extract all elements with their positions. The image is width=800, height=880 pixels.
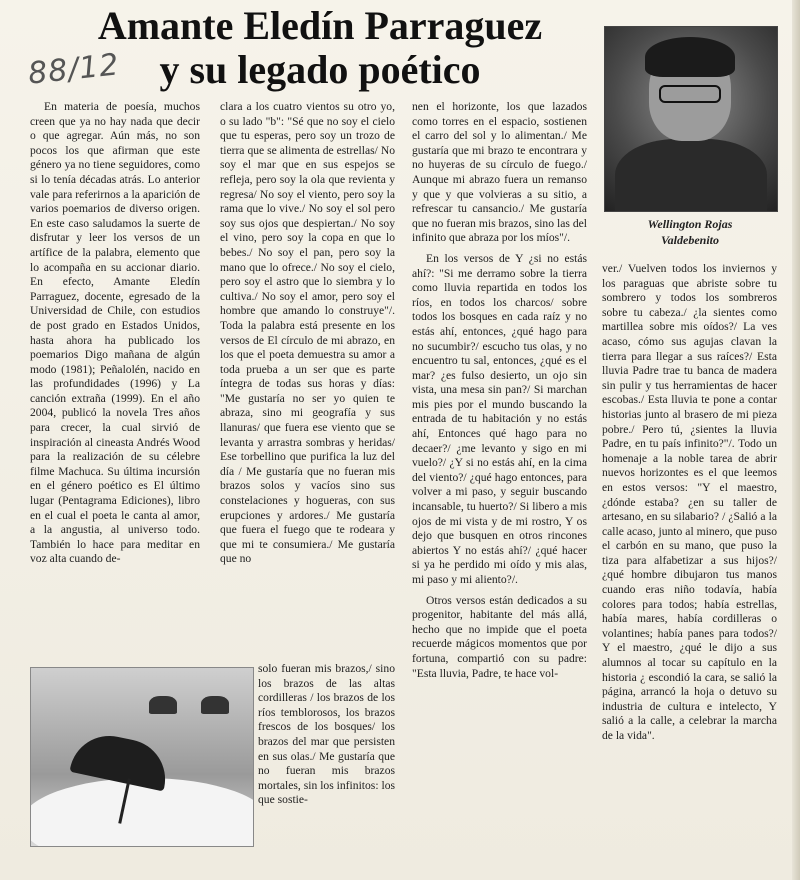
photo-caption [604, 216, 776, 248]
paragraph: ver./ Vuelven todos los inviernos y los paraguas que abriste sobre tu sombrero y todos los sombreros sobre tu cabeza./ ¿la sientes como martillea sobre mis oídos?/ La ves acaso, cómo sus agujas clavan la tierra para llegar a sus raíces?/ Esta lluvia Padre trae tu banca de madera sin pulir y tus herramientas de hacer escobas./ Esta lluvia te pone a contar historias junto al brasero de mi pieza pobre./ Pero tú, ¿sientes la lluvia Padre, en tu país infinito?"/. Todo un homenaje a la noble tarea de abrir nuevos horizontes es el que leemos en estos versos: "Y el maestro, ¿dónde estaba? ¿en su taller de artesano, en su silabario? / ¿Salió a la calle acaso, junto al minero, que puso el carbón en su mano, que puso la tiza para alfabetizar a sus hijos?/ ¿qué hombre dibujaron tus manos cuando eras niño todavía, había colores para todos; había estrellas, había mares, había cordilleras o volantines; había panes para todos?/ Y el maestro, ¿qué le dijo a sus alumnos al tocar su capítulo en la historia ¿ escondió la cara, se salió la página, arrancó la hoja o detuvo su industria de cultura e intelecto, Y salió a la calle, a celebrar la marcha de la vida". [602, 262, 777, 742]
author-portrait-photo [604, 26, 778, 212]
umbrella-illustration [30, 667, 254, 847]
portrait-body [615, 139, 767, 212]
article-title-line-2: y su legado poético [159, 47, 481, 92]
article-column-4 [602, 262, 777, 870]
flying-pot-icon [149, 696, 177, 714]
article-column-2 [220, 100, 395, 660]
paragraph: En materia de poesía, muchos creen que ya no hay nada que decir o que agregar. Aún más, no son pocos los que afirman que este género ya no tiene seguidores, como si lo tenía décadas atrás. Lo anterior vale para referirnos a la aparición de varios poemarios de diverso origen. En este caso saludamos la suerte de disfrutar y leer los versos de un artífice de la palabra, elemento que lo acompaña en su accionar diario. En efecto, Amante Eledín Parraguez, docente, egresado de la Universidad de Chile, con estudios de post grado en Estados Unidos, hasta ahora ha publicado los poemarios Digo mañana de algún modo (1981); Peñalolén, nacido en las profundidades (1996) y La canción extraña (1999). En el año 2004, publicó la novela Tres años para crecer, la cual sirvió de inspiración al cineasta Andrés Wood para la realización de su célebre filme Machuca. Su última incursión en el género poético es El último lugar (Pentagrama Ediciones), libro en el cual el poeta le canta al amor, a la angustia, al universo todo. También lo hace para meditar en voz alta cuando de- [30, 100, 200, 566]
portrait-hair [645, 37, 735, 77]
flying-pot-icon [201, 696, 229, 714]
page-edge [792, 0, 800, 880]
paragraph: nen el horizonte, los que lazados como torres en el espacio, sostienen el carro del sol y lo alimentan./ Me gustaría que mi brazo te encontrara y no huyeras de su círculo de fuego./ Aunque mi abrazo fuera un remanso y que y que volvieras a su sitio, a refrescar tu cansancio./ Me gustaría que no fueran mis brazos, sino las del infinito que abraza por los míos"/. [412, 100, 587, 245]
cloud-shape [30, 778, 254, 847]
article-column-2-continued [258, 662, 395, 877]
paragraph: solo fueran mis brazos,/ sino los brazos de las altas cordilleras / los brazos de los ríos temblorosos, los brazos frescos de los bosques/ los brazos del mar que persisten en sus olas./ Me gustaría que no fueran mis brazos mortales, sin los infinitos: los que sostie- [258, 662, 395, 807]
paragraph: clara a los cuatro vientos su otro yo, o su lado "b": "Sé que no soy el cielo que tu esperas, pero soy un trozo de tierra que se alimenta de estrellas/ No soy el mar que en sus espejos se refleja, pero soy la ola que revienta y regresa/ No soy el viento, pero soy la rama que lo vive./ No soy el sol pero soy sus ojos que despiertan./ No soy el vino, pero soy la copa en que lo bebes./ No soy el pan, pero soy la mano que lo ofrece./ No soy el cielo, pero soy el astro que lo siembra y lo cultiva./ No soy el amor, pero soy el hombre que amando lo construye"/. Toda la palabra está presente en los versos de El círculo de mi abrazo, en los que el poeta demuestra su amor a toda prueba a un ser que es parte íntegra de todas sus horas y días: "Me gustaría no ser yo quien te abraza, sino mi geografía y sus llanuras/ que fuera ese viento que se levanta y arrastra sombras y heridas/ Ese torbellino que purifica la luz del día / Me gustaría que no fueran mis brazos solos y vacíos sino sus constelaciones y hogueras, con sus erupciones y ardores./ Me gustaría que fuera el fuego que te rodeara y que mi te consumiera./ Me gustaría que no [220, 100, 395, 566]
handwritten-annotation: 88/12 [26, 47, 122, 92]
article-column-1 [30, 100, 200, 660]
paragraph: En los versos de Y ¿si no estás ahí?: "Si me derramo sobre la tierra como lluvia repartida en todos los ríos, en todos los charcos/ sobre todos los bosques en cada raíz y no estás ahí, entonces, ¿qué hago para no sucumbir?/ escucho tus olas, y no encuentro tu sal, entonces, ¿qué es el mar? ¿es fulso desierto, un ojo sin vista, una mesa sin pan?/ Si marchan mis pies por el mundo buscando la entrada de tu habitación y no estás ahí, Entonces qué hago para no decaer?/ ¿me levanto y sigo en mi vuelo?/ ¿Y si no estás ahí, en la cima del viento?/ ¿qué hago entonces, para volver a mi paso, y seguir buscando incansable, tu huerto?/ Si libero a mis ojos de mi vista y de mi rostro, Y os dejo que busquen en otros rincones abiertos Y no estás ahí?/ ¿qué hacer si ya he perdido mi oído y mis alas, mi paso y mi aliento?/. [412, 251, 587, 586]
paragraph: Otros versos están dedicados a su progenitor, habitante del más allá, hecho que no impide que el poeta recuerde mágicos momentos que por fortuna, compartió con su padre: "Esta lluvia, Padre, te hace vol- [412, 593, 587, 680]
article-title-line-1: Amante Eledín Parraguez [97, 3, 543, 48]
photo-caption-line-2: Valdebenito [660, 233, 719, 247]
article-title [40, 4, 600, 92]
portrait-glasses [659, 85, 721, 103]
article-column-3 [412, 100, 587, 870]
photo-caption-line-1: Wellington Rojas [647, 217, 733, 231]
umbrella-icon [69, 729, 172, 792]
